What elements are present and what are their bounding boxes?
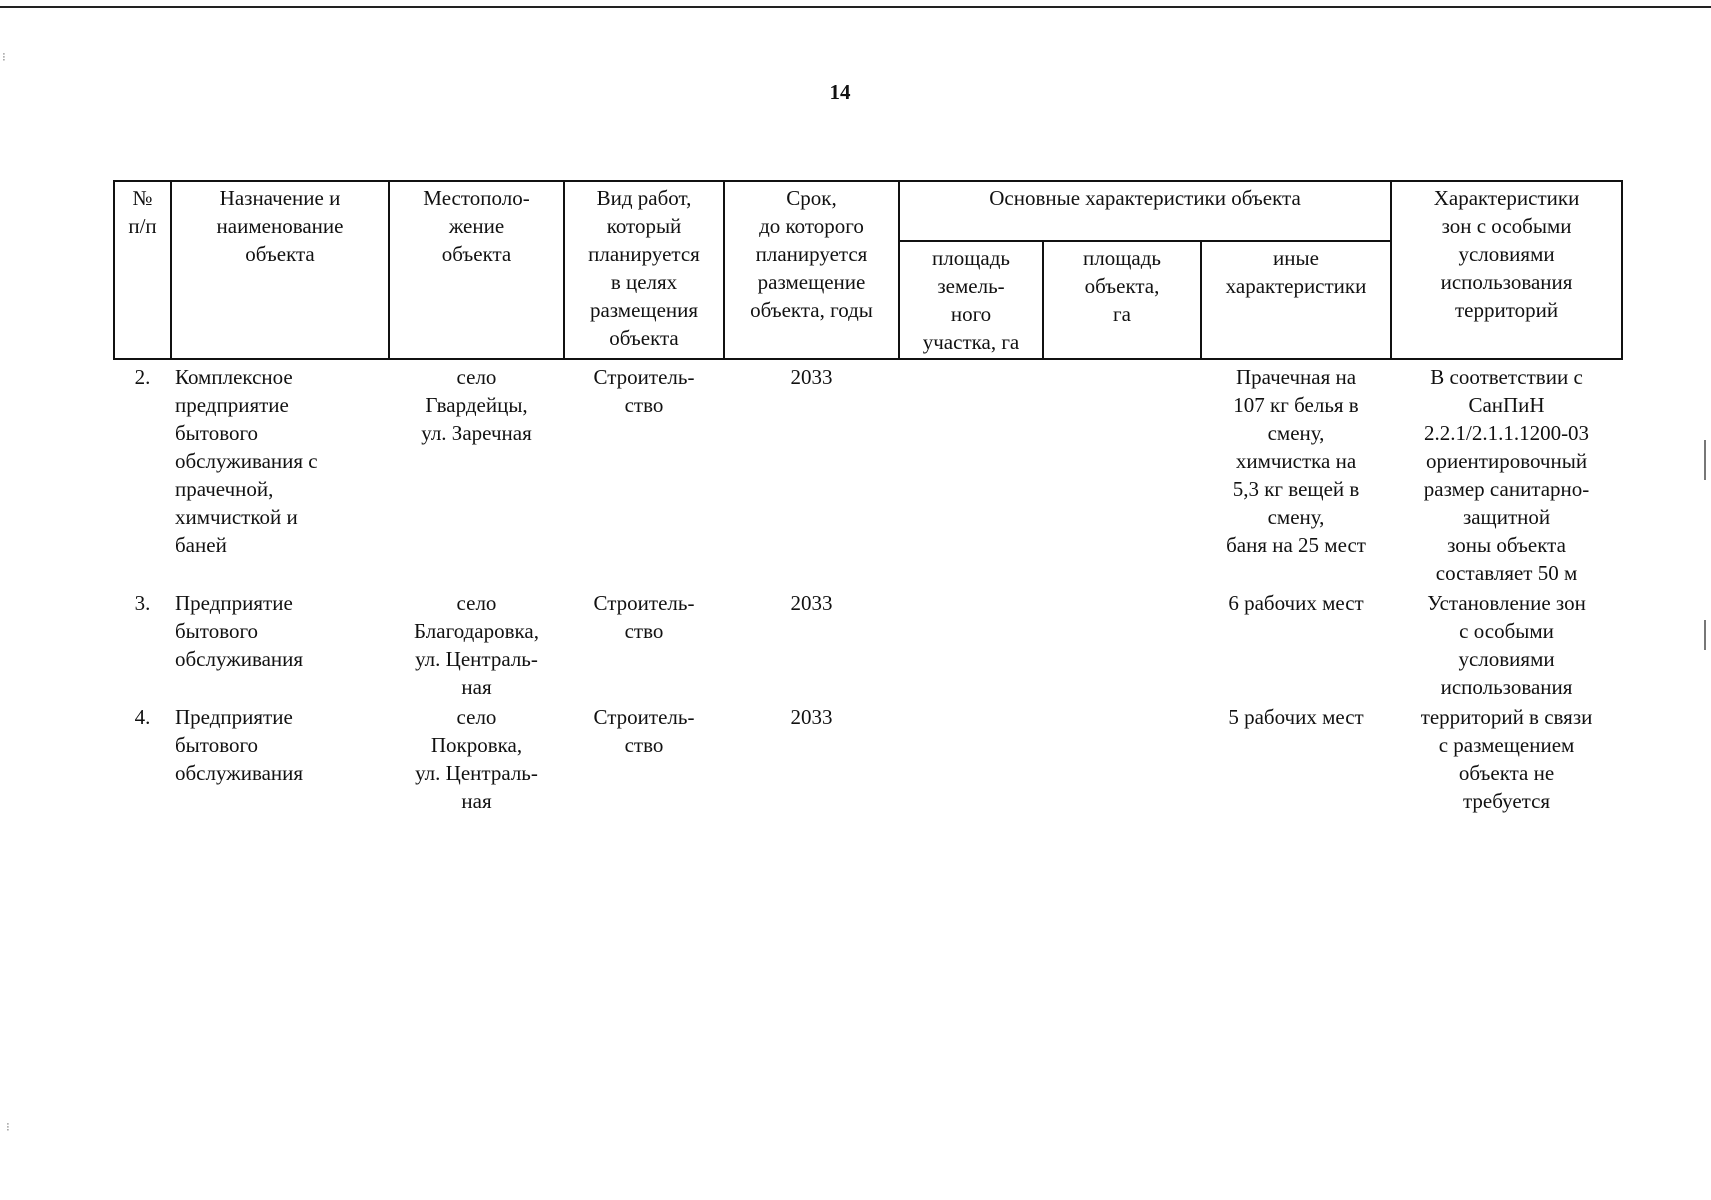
row-deadline: 2033 <box>790 705 833 729</box>
row-land-area <box>899 587 1043 701</box>
header-num: № п/п <box>114 181 171 359</box>
row-other-characteristics: 6 рабочих мест <box>1228 591 1364 615</box>
header-name: Назначение и наименование объекта <box>171 181 389 359</box>
scan-edge-mark <box>1704 440 1706 480</box>
row-other-characteristics: Прачечная на 107 кг белья в смену, химчистка на 5,3 кг вещей в смену, баня на 25 мест <box>1226 365 1366 557</box>
table-body <box>114 359 1622 815</box>
row-num: 4. <box>134 705 151 729</box>
row-object-area <box>1043 359 1201 587</box>
header-other-characteristics: иные характеристики <box>1201 241 1391 359</box>
header-location: Местополо- жение объекта <box>389 181 564 359</box>
row-land-area <box>899 701 1043 815</box>
row-location: село Покровка, ул. Централь- ная <box>415 705 538 813</box>
header-deadline: Срок, до которого планируется размещение объекта, годы <box>724 181 899 359</box>
page-number: 14 <box>829 80 851 104</box>
scan-artifact: ⁝ <box>6 1120 10 1134</box>
row-object-area <box>1043 701 1201 815</box>
row-deadline: 2033 <box>790 365 833 389</box>
row-name: Комплексное предприятие бытового обслуживания с прачечной, химчисткой и баней <box>175 365 318 557</box>
header-object-area: площадь объекта, га <box>1043 241 1201 359</box>
row-num: 3. <box>134 591 151 615</box>
table-row <box>114 701 1622 815</box>
objects-table <box>113 180 1623 815</box>
scan-top-border <box>0 6 1711 8</box>
row-work-type: Строитель- ство <box>593 591 695 643</box>
row-location: село Гвардейцы, ул. Заречная <box>421 365 532 445</box>
row-name: Предприятие бытового обслуживания <box>175 591 304 671</box>
header-zones: Характеристики зон с особыми условиями использования территорий <box>1391 181 1622 359</box>
row-zones: Установление зон с особыми условиями использования <box>1427 591 1586 699</box>
scan-edge-mark <box>1704 620 1706 650</box>
header-main-characteristics: Основные характеристики объекта <box>899 181 1391 241</box>
header-work-type: Вид работ, который планируется в целях размещения объекта <box>564 181 724 359</box>
row-work-type: Строитель- ство <box>593 365 695 417</box>
table-row <box>114 359 1622 587</box>
scan-artifact: ⁝ <box>2 50 6 64</box>
row-num: 2. <box>134 365 151 389</box>
table-row <box>114 587 1622 701</box>
row-zones: В соответствии с СанПиН 2.2.1/2.1.1.1200-03 ориентировочный размер санитарно- защитной зоны объекта составляет 50 м <box>1423 365 1590 585</box>
row-zones: территорий в связи с размещением объекта не требуется <box>1420 705 1593 813</box>
row-location: село Благодаровка, ул. Централь- ная <box>414 591 539 699</box>
row-name: Предприятие бытового обслуживания <box>175 705 304 785</box>
row-deadline: 2033 <box>790 591 833 615</box>
row-land-area <box>899 359 1043 587</box>
row-other-characteristics: 5 рабочих мест <box>1228 705 1364 729</box>
row-work-type: Строитель- ство <box>593 705 695 757</box>
row-object-area <box>1043 587 1201 701</box>
header-land-area: площадь земель- ного участка, га <box>899 241 1043 359</box>
table-header <box>114 181 1622 359</box>
